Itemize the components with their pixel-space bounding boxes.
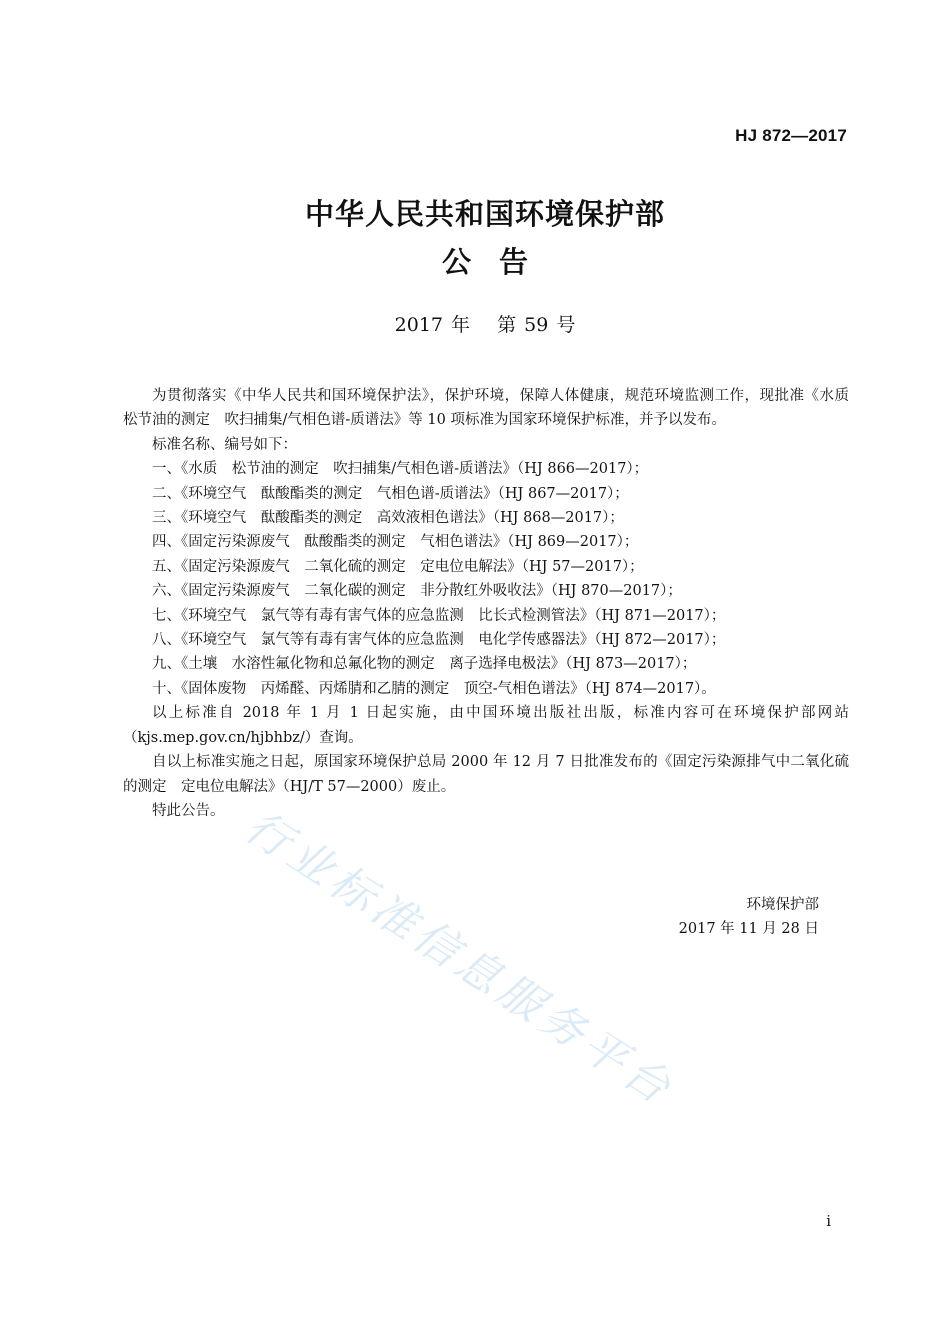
signature-department: 环境保护部 bbox=[746, 897, 819, 913]
list-item: 七、《环境空气 氯气等有毒有害气体的应急监测 比长式检测管法》（HJ 871—2017）； bbox=[152, 607, 726, 624]
list-item: 二、《环境空气 酞酸酯类的测定 气相色谱-质谱法》（HJ 867—2017）； bbox=[152, 485, 629, 502]
list-item: 六、《固定污染源废气 二氧化碳的测定 非分散红外吸收法》（HJ 870—2017）； bbox=[152, 583, 682, 600]
watermark: 行业标准信息服务平台 bbox=[236, 801, 684, 1117]
intro-paragraph: 为贯彻落实《中华人民共和国环境保护法》，保护环境，保障人体健康，规范环境监测工作，现批准《水质 松节油的测定 吹扫捕集/气相色谱-质谱法》等 10 项标准为国家环境保护标准，并予以发布。 bbox=[123, 388, 864, 429]
notice-number bbox=[0, 310, 950, 337]
issuer-title: 中华人民共和国环境保护部 bbox=[304, 197, 665, 231]
list-item: 十、《固体废物 丙烯醛、丙烯腈和乙腈的测定 顶空-气相色谱法》（HJ 874—2017）。 bbox=[152, 680, 716, 697]
standard-code: HJ 872—2017 bbox=[735, 126, 847, 145]
standards-list bbox=[123, 457, 849, 701]
effective-date-paragraph: 以上标准自 2018 年 1 月 1 日起实施，由中国环境出版社出版，标准内容可在环境保护部网站（kjs.mep.gov.cn/hjbhbz/）查询。 bbox=[123, 705, 849, 746]
notice-issue-number: 第 59 号 bbox=[497, 314, 576, 336]
notice-type-heading: 公告 bbox=[441, 245, 556, 279]
list-heading: 标准名称、编号如下： bbox=[152, 436, 297, 453]
list-item: 五、《固定污染源废气 二氧化硫的测定 定电位电解法》（HJ 57—2017）； bbox=[152, 558, 644, 575]
repeal-paragraph: 自以上标准实施之日起，原国家环境保护总局 2000 年 12 月 7 日批准发布的《固定污染源排气中二氧化硫的测定 定电位电解法》（HJ/T 57—2000）废止。 bbox=[123, 754, 849, 795]
list-item: 一、《水质 松节油的测定 吹扫捕集/气相色谱-质谱法》（HJ 866—2017）； bbox=[152, 461, 649, 478]
page-number: i bbox=[826, 1212, 831, 1230]
notice-body bbox=[123, 384, 864, 823]
list-item: 九、《土壤 水溶性氟化物和总氟化物的测定 离子选择电极法》（HJ 873—2017）； bbox=[152, 656, 697, 673]
signature-date: 2017 年 11 月 28 日 bbox=[678, 921, 819, 937]
list-item: 三、《环境空气 酞酸酯类的测定 高效液相色谱法》（HJ 868—2017）； bbox=[152, 510, 624, 527]
notice-year: 2017 年 bbox=[394, 314, 471, 336]
list-item: 八、《环境空气 氯气等有毒有害气体的应急监测 电化学传感器法》（HJ 872—2017）； bbox=[152, 632, 726, 649]
list-item: 四、《固定污染源废气 酞酸酯类的测定 气相色谱法》（HJ 869—2017）； bbox=[152, 534, 639, 551]
closing-line: 特此公告。 bbox=[152, 802, 225, 819]
